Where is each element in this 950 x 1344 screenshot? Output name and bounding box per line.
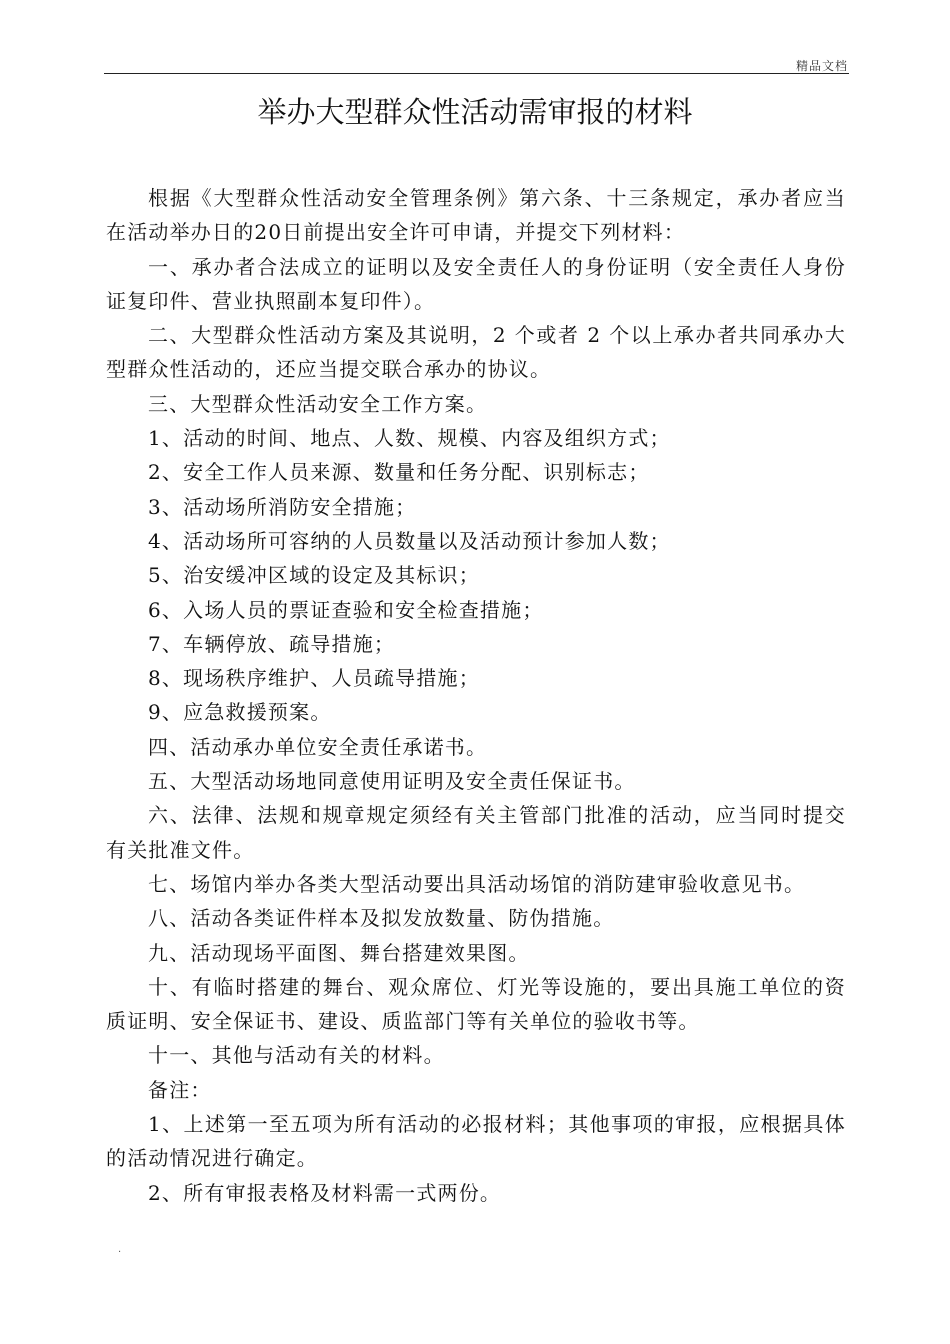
sub-item-1: 1、活动的时间、地点、人数、规模、内容及组织方式； <box>148 426 671 451</box>
note-2: 2、所有审报表格及材料需一式两份。 <box>148 1180 502 1205</box>
item-11-paragraph: 十一、其他与活动有关的材料。 <box>148 1043 445 1068</box>
sub-item-2: 2、安全工作人员来源、数量和任务分配、识别标志； <box>148 460 650 485</box>
footer-mark: . <box>118 1244 122 1255</box>
sub-item-5: 5、治安缓冲区域的设定及其标识； <box>148 563 480 588</box>
note-1: 1、上述第一至五项为所有活动的必报材料；其他事项的审报，应根据具体的活动情况进行确定。 <box>106 1112 846 1171</box>
item-3-paragraph: 三、大型群众性活动安全工作方案。 <box>148 391 488 416</box>
sub-item-3: 3、活动场所消防安全措施； <box>148 494 417 519</box>
item-10-paragraph: 十、有临时搭建的舞台、观众席位、灯光等设施的，要出具施工单位的资质证明、安全保证书、建设、质监部门等有关单位的验收书等。 <box>106 974 846 1034</box>
sub-item-4: 4、活动场所可容纳的人员数量以及活动预计参加人数； <box>148 528 671 553</box>
sub-item-9: 9、应急救援预案。 <box>148 700 332 725</box>
item-5-paragraph: 五、大型活动场地同意使用证明及安全责任保证书。 <box>148 769 636 794</box>
page-header-label: 精品文档 <box>795 59 848 73</box>
document-title: 举办大型群众性活动需审报的材料 <box>257 95 693 129</box>
notes-heading: 备注： <box>148 1077 212 1102</box>
item-1-paragraph: 一、承办者合法成立的证明以及安全责任人的身份证明（安全责任人身份证复印件、营业执照副本复印件）。 <box>106 254 846 313</box>
item-9-paragraph: 九、活动现场平面图、舞台搭建效果图。 <box>148 940 530 965</box>
item-2-paragraph: 二、大型群众性活动方案及其说明，2 个或者 2 个以上承办者共同承办大型群众性活动的，还应当提交联合承办的协议。 <box>106 323 846 382</box>
document-body <box>106 181 846 1210</box>
sub-item-8: 8、现场秩序维护、人员疏导措施； <box>148 666 480 691</box>
header-divider <box>104 73 849 74</box>
sub-item-6: 6、入场人员的票证查验和安全检查措施； <box>148 597 544 622</box>
item-8-paragraph: 八、活动各类证件样本及拟发放数量、防伪措施。 <box>148 906 615 931</box>
intro-paragraph: 根据《大型群众性活动安全管理条例》第六条、十三条规定，承办者应当在活动举办日的20日前提出安全许可申请，并提交下列材料： <box>106 186 846 245</box>
item-6-paragraph: 六、法律、法规和规章规定须经有关主管部门批准的活动，应当同时提交有关批准文件。 <box>106 803 846 862</box>
item-7-paragraph: 七、场馆内举办各类大型活动要出具活动场馆的消防建审验收意见书。 <box>148 871 806 896</box>
sub-item-7: 7、车辆停放、疏导措施； <box>148 631 396 656</box>
item-4-paragraph: 四、活动承办单位安全责任承诺书。 <box>148 734 488 759</box>
